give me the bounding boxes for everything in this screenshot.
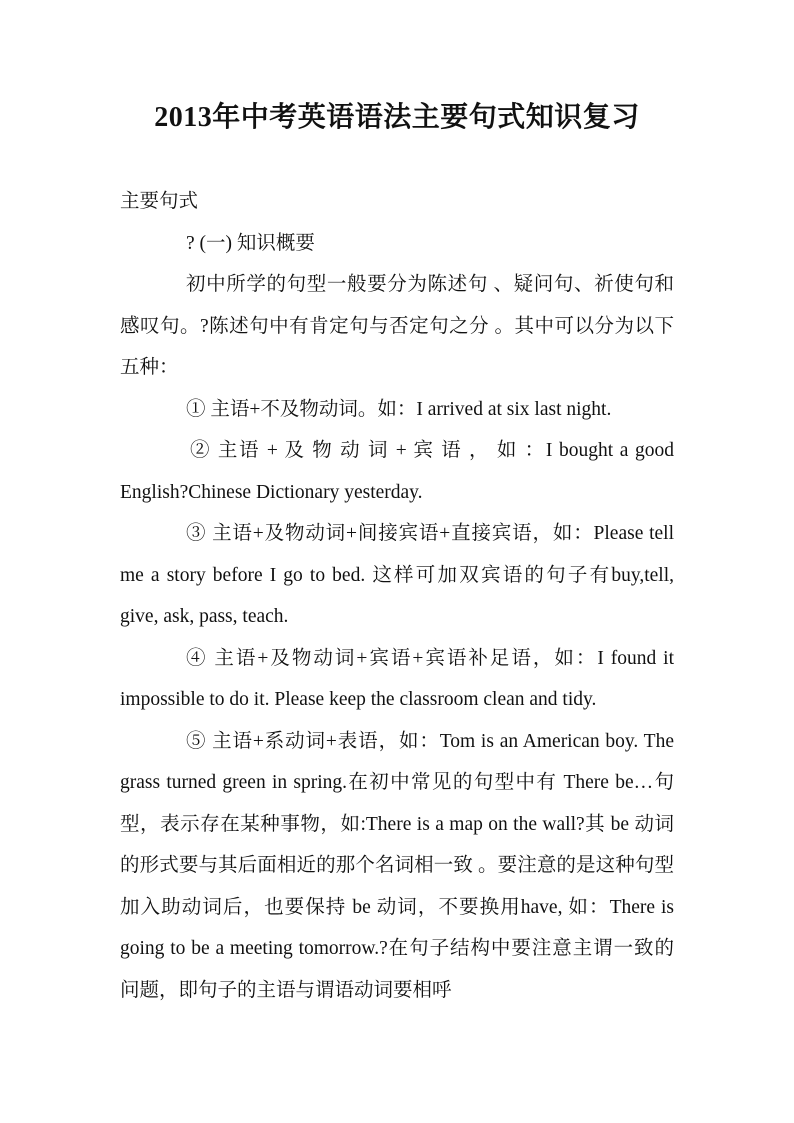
document-body [120,181,674,1011]
sub-heading: ? (一) 知识概要 [186,232,315,254]
section-heading: 主要句式 [120,191,199,212]
paragraph-pattern-5: ⑤ 主语+系动词+表语，如：Tom is an American boy. The grass turned green in spring.在初中常见的句型中有 There be…句型，表示存在某种事物，如:There is a map on the wall?其 be 动词的形式要与其后面相近的那个名词相一致 。要注意的是这种句型加入助动词后，也要保持 be 动词，不要换用have, 如：There is going to be a meeting tomorrow.?在句子结构中要注意主谓一致的问题，即句子的主语与谓语动词要相呼 [120,730,674,1001]
paragraph-pattern-4: ④ 主语+及物动词+宾语+宾语补足语，如：I found it impossible to do it. Please keep the classroom clean and tidy. [120,647,674,710]
paragraph-intro: 初中所学的句型一般要分为陈述句 、疑问句、祈使句和感叹句。?陈述句中有肯定句与否定句之分 。其中可以分为以下五种： [120,274,674,378]
document-title: 2013年中考英语语法主要句式知识复习 [154,102,640,133]
paragraph-pattern-3: ③ 主语+及物动词+间接宾语+直接宾语，如：Please tell me a story before I go to bed. 这样可加双宾语的句子有buy,tell, give, ask, pass, teach. [120,523,674,627]
paragraph-pattern-2: ② 主语 + 及 物 动 词 + 宾 语 ， 如 ：I bought a good English?Chinese Dictionary yesterday. [120,440,674,503]
paragraph-pattern-1: ① 主语+不及物动词。如：I arrived at six last night. [186,398,612,420]
